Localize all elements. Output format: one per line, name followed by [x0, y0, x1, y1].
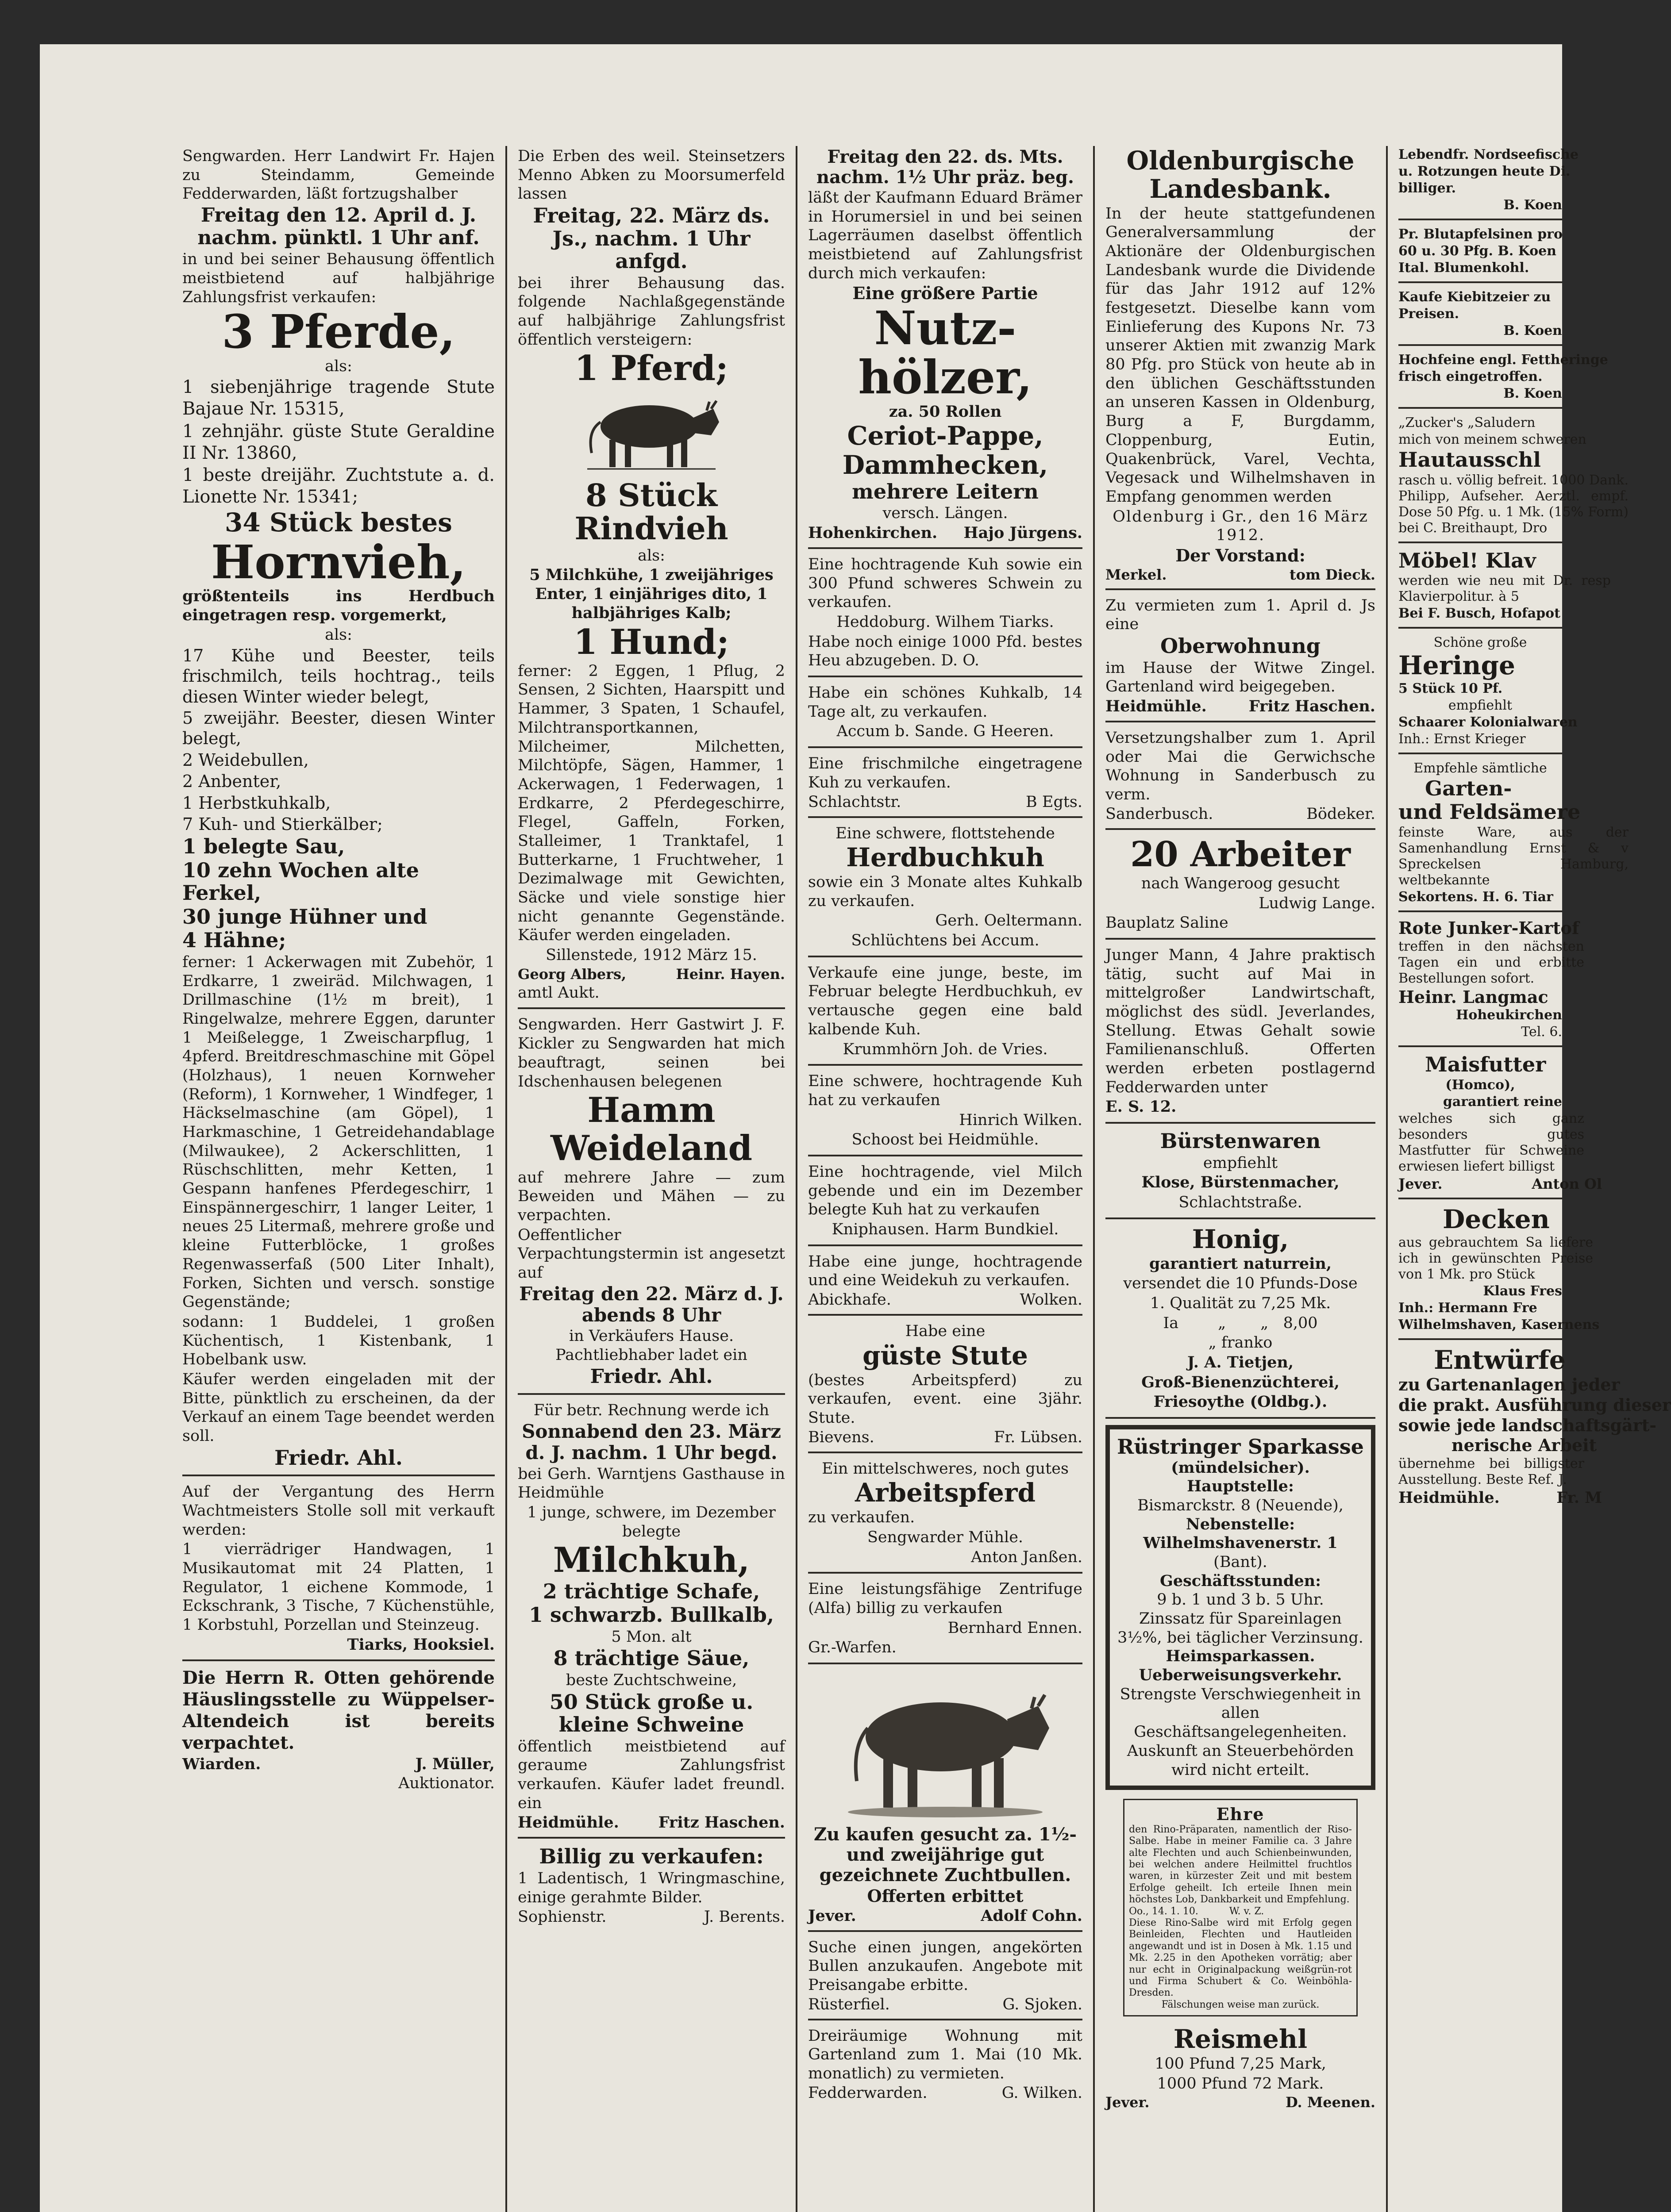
ad-address: (Bant).: [1213, 1553, 1267, 1571]
ad-headline: Herdbuchkuh: [846, 842, 1044, 873]
ad-body: Eine frischmilche eingetragene Kuh zu verkaufen.: [808, 755, 1082, 791]
ad-signature: J. A. Tietjen,: [1187, 1353, 1294, 1371]
ad-headline: Weideland: [550, 1128, 753, 1169]
ad-body: sodann: 1 Buddelei, 1 großen Küchentisch, 1 Kistenbank, 1 Hobelbank usw.: [182, 1313, 495, 1369]
ad-signature: J. Müller,: [415, 1755, 495, 1773]
ad-place-date: Sillenstede, 1912 März 15.: [546, 946, 757, 964]
ad-signature-place: Schlüchtens bei Accum.: [851, 932, 1040, 950]
ad-body: 1 vierrädriger Handwagen, 1 Musikautomat mit 24 Platten, 1 Regulator, 1 eichene Kommode, 1 Eckschrank, 3 Tische, 7 Küchenstühle, 1 Korbstuhl, Porzellan und Steinzeug.: [182, 1540, 495, 1634]
ad-label: Nebenstelle:: [1186, 1515, 1295, 1533]
ad-body: Diese Rino-Salbe wird mit Erfolg gegen Beinleiden, Flechten und Hautleiden angewandt und ist in Dosen à Mk. 1.15 und Mk. 2.25 in den Apotheken vorrätig; aber nur echt in Originalpackung weißgrün-rot und Firma Schubert & Co. Weinböhla-Dresden.: [1129, 1917, 1352, 1999]
ad-signature-place: Abickhafe.: [808, 1291, 891, 1309]
ad-otten-lease: [182, 1667, 495, 1798]
ad-signature-place: Rüsterfiel.: [808, 1995, 890, 2013]
ad-signature: Inh.: Hermann Fre: [1398, 1300, 1537, 1316]
ad-subline: Heimsparkassen.: [1166, 1647, 1315, 1666]
ad-body: Auskunft an Steuerbehörden wird nicht erteilt.: [1127, 1742, 1354, 1779]
ad-reismehl: [1105, 2025, 1375, 2116]
ad-signature: Hajo Jürgens.: [963, 523, 1082, 542]
ad-headline: und Feldsämere: [1398, 800, 1581, 824]
ad-body: aus gebrauchtem Sa liefere ich in gewünschten Preise von 1 Mk. pro Stück: [1398, 1234, 1593, 1282]
ad-signature-place: Heidmühle.: [1105, 697, 1207, 715]
ad-signature: G. Sjoken.: [1002, 1995, 1082, 2013]
ad-sjoken-bull: [808, 1938, 1082, 2020]
ad-headline: Decken: [1443, 1204, 1550, 1234]
ad-body: ferner: 2 Eggen, 1 Pflug, 2 Sensen, 2 Sichten, Haarspitt und Hammer, 3 Spaten, 1 Schaufel, Milchtransportkannen, Milcheimer, Milchetten, Milchtöpfe, Sägen, Hammer, 1 Ackerwagen, 1 Federwagen, 1 Erdkarre, 2 Pferdegeschirre, Flegel, Gaffeln, Forken, Stalleimer, 1 Tranktafel, 1 Butterkarne, 1 Fruchtweher, 1 Dezimalwage mit Gewichten, Säcke und viele sonstige hier nicht genannte Gegenstände. Käufer werden eingeladen.: [518, 662, 785, 945]
ad-signature: Fr. Lübsen.: [994, 1428, 1082, 1446]
ad-body: zu verkaufen.: [808, 1509, 915, 1527]
ad-janssen-horse: [808, 1459, 1082, 1574]
ad-line: Ital. Blumenkohl.: [1398, 260, 1529, 276]
ad-intro: Sengwarden. Herr Landwirt Fr. Hajen zu Steindamm, Gemeinde Fedderwarden, läßt fortzugshalber: [182, 147, 495, 203]
ad-signature: Georg Albers,: [518, 965, 627, 983]
ad-line: frisch eingetroffen.: [1398, 369, 1543, 384]
ad-body: auf mehrere Jahre — zum Beweiden und Mähen — zu verpachten.: [518, 1168, 785, 1225]
ad-subline: Eine größere Partie: [852, 283, 1038, 303]
ad-body: nach Wangeroog gesucht: [1141, 874, 1340, 892]
ad-headline: 1 Pferd;: [574, 348, 728, 389]
ad-headline: Arbeitspferd: [855, 1478, 1036, 1508]
ad-intro: Sengwarden. Herr Gastwirt J. F. Kickler zu Sengwarden hat mich beauftragt, seinen bei Idschenhausen belegenen: [518, 1016, 785, 1091]
ad-address: Wilhelmshavenerstr. 1: [1143, 1534, 1338, 1552]
ad-label: Geschäftsstunden:: [1159, 1571, 1321, 1590]
ad-buerstenwaren: [1105, 1130, 1375, 1219]
ad-price: Ia „ „ 8,00: [1163, 1314, 1318, 1332]
ad-headline: Ehre: [1216, 1804, 1265, 1824]
ad-hautausschlag: [1398, 415, 1629, 543]
ad-note: 5 Mon. alt: [611, 1628, 692, 1646]
ad-koen-herring: [1398, 352, 1608, 409]
cow-illustration: [578, 391, 724, 475]
ad-kickler-lease: [518, 1015, 785, 1395]
ad-signature: Inh.: Ernst Krieger: [1398, 731, 1526, 747]
ad-body: Verkaufe eine junge, beste, im Februar belegte Herdbuchkuh, ev vertausche gegen eine bald kalbende Kuh.: [808, 964, 1082, 1038]
ad-body: Habe eine junge, hochtragende und eine Weidekuh zu verkaufen.: [808, 1252, 1082, 1290]
ad-line: empfiehlt: [1448, 697, 1513, 713]
ad-signature: Hinrich Wilken.: [959, 1111, 1082, 1129]
ad-signature-place: Jever.: [1398, 1175, 1443, 1192]
ad-line: 60 u. 30 Pfg. B. Koen: [1398, 243, 1556, 259]
ad-wilken-flat: [808, 2027, 1082, 2107]
ad-signature: Bei F. Busch, Hofapot: [1398, 606, 1561, 622]
ad-headline: Oldenburgische Landesbank.: [1126, 146, 1355, 204]
ad-headline: güste Stute: [862, 1340, 1028, 1371]
ad-item: 1 zehnjähr. güste Stute Geraldine II Nr. 13860,: [182, 421, 495, 463]
ad-lead: bei Gerh. Warntjens Gasthause in Heidmühle: [518, 1465, 785, 1502]
ad-body: Oeffentlicher Verpachtungstermin ist angesetzt auf: [518, 1226, 785, 1282]
ad-headline: Hornvieh,: [211, 534, 466, 589]
ad-headline: 1 Hund;: [574, 622, 729, 662]
ad-als: als:: [325, 626, 352, 644]
ad-koen-eggs: [1398, 289, 1562, 346]
ad-date: Freitag, 22. März ds. Js., nachm. 1 Uhr anfgd.: [533, 204, 770, 273]
ad-body: Strengste Verschwiegenheit in allen Geschäftsangelegenheiten.: [1120, 1685, 1361, 1741]
column-3: [798, 146, 1092, 2212]
ad-note: Fälschungen weise man zurück.: [1161, 1999, 1320, 2010]
ad-bigline: 8 trächtige Säue,: [553, 1646, 750, 1671]
ad-signature-place: Jever.: [1105, 2094, 1150, 2111]
ad-signature-place: Wilhelmshaven, Kasernens: [1398, 1317, 1600, 1333]
ad-headline: Hamm: [587, 1090, 716, 1131]
ad-signature-place: Bievens.: [808, 1428, 874, 1446]
ad-signature: Anton Ol: [1532, 1175, 1602, 1192]
ad-junger-mann: [1105, 946, 1375, 1124]
ad-hajen-auction: [182, 147, 495, 1476]
ad-subline: garantiert naturrein,: [1149, 1254, 1332, 1273]
ad-signature-place: Sanderbusch.: [1105, 805, 1213, 823]
ad-signature: Merkel.: [1105, 566, 1167, 583]
ad-heeren-calf: [808, 684, 1082, 748]
ad-braemer-auction: [808, 147, 1082, 549]
ad-body: ferner: 1 Ackerwagen mit Zubehör, 1 Erdkarre, 1 zweiräd. Milchwagen, 1 Drillmaschine (1½ m breit), 1 Ringelwalze, mehrere Eggen, darunter 1 Meißelegge, 1 Zweischarpflug, 1 4pferd. Breitdreschmaschine mit Göpel (Holzhaus), 1 neuen Kornweher (Reform), 1 Kornweher, 1 Windfeger, 1 Häckselmaschine (am Göpel), 1 Harkmaschine, 1 Getreidehandablage (Milwaukee), 2 Ackerschlitten, 1 Rüschschlitten, mehr Ketten, 1 Gespann hanfenes Pferdegeschirr, 1 Einspännergeschirr, 1 langer Leiter, 1 neues 25 Litermaß, mehrere große und kleine Futterblöcke, 1 großes Regenwasserfaß (500 Liter Inhalt), Forken, Sichten und versch. sonstige Gegenstände;: [182, 953, 495, 1311]
ad-signature: D. Meenen.: [1285, 2094, 1375, 2111]
column-4: [1096, 146, 1385, 2212]
ad-signature: Friedr. Ahl.: [590, 1365, 713, 1388]
ad-abken-auction: [518, 147, 785, 1009]
ad-body: Junger Mann, 4 Jahre praktisch tätig, sucht auf Mai in mittelgroßer Landwirtschaft, möglichst des südl. Jeverlandes, Stellung. Etwas Gehalt sowie Familienanschluß. Offerten werden erbeten postlagernd Fedderwarden unter: [1105, 946, 1375, 1096]
ad-body: 1 Ladentisch, 1 Wringmaschine, einige gerahmte Bilder.: [518, 1870, 785, 1906]
ad-rino-salbe: [1123, 1799, 1358, 2016]
ad-signature: Kniphausen. Harm Bundkiel.: [832, 1221, 1059, 1239]
ad-body: öffentlich meistbietend auf geraume Zahlungsfrist verkaufen. Käufer ladet freundl. ein: [518, 1737, 785, 1812]
ad-subline: (Homco),: [1445, 1077, 1515, 1093]
ad-body: Auf der Vergantung des Herrn Wachtmeisters Stolle soll mit verkauft werden:: [182, 1483, 495, 1539]
ad-date: Freitag den 22. ds. Mts. nachm. 1½ Uhr präz. beg.: [816, 146, 1074, 188]
ad-lead: bei ihrer Behausung das. folgende Nachlaßgegenstände auf halbjährige Zahlungsfrist öffentlich versteigern:: [518, 274, 785, 349]
ad-signature-place: Heidmühle.: [1398, 1489, 1500, 1507]
ad-code: E. S. 12.: [1105, 1098, 1177, 1116]
ad-item: 1 siebenjährige tragende Stute Bajaue Nr. 15315,: [182, 377, 495, 419]
ad-koen-fish: [1398, 147, 1579, 220]
ad-body: Käufer werden eingeladen mit der Bitte, pünktlich zu erscheinen, da der Verkauf an einem Tage beendet werden soll.: [182, 1370, 495, 1445]
ad-item: 17 Kühe und Beester, teils frischmilch, teils hochtrag., teils diesen Winter wieder belegt,: [182, 646, 495, 707]
column-rule: [505, 146, 507, 2212]
ad-signature: Ludwig Lange.: [1259, 894, 1375, 912]
ad-item: 1 beste dreijähr. Zuchtstute a. d. Lionette Nr. 15341;: [182, 465, 495, 507]
ad-headline: 8 Stück Rindvieh: [574, 476, 728, 547]
ad-headline: Hautausschl: [1398, 448, 1541, 472]
ad-subline: empfiehlt: [1203, 1154, 1278, 1172]
ad-signature-place: Schlachtstr.: [808, 793, 901, 811]
ad-subline: Habe eine: [905, 1322, 986, 1340]
ad-body: Habe ein schönes Kuhkalb, 14 Tage alt, zu verkaufen.: [808, 684, 1082, 721]
ad-lead: läßt der Kaufmann Eduard Brämer in Horumersiel in und bei seinen Lagerräumen daselbst öffentlich meistbietend auf Zahlungsfrist durch mich verkaufen:: [808, 189, 1082, 282]
ad-headline: Rote Junker-Kartof: [1398, 918, 1579, 938]
ad-bigline: 1 belegte Sau,: [182, 834, 345, 859]
ad-honig: [1105, 1225, 1375, 1419]
ad-signature: Fritz Haschen.: [1248, 697, 1375, 715]
ad-signature: Sekortens. H. 6. Tiar: [1398, 889, 1553, 905]
ad-item: 2 Weidebullen,: [182, 750, 309, 770]
ad-wolken-cow: [808, 1252, 1082, 1316]
ad-signature: Bernhard Ennen.: [947, 1619, 1082, 1637]
ad-subline: Ueberweisungsverkehr.: [1139, 1666, 1342, 1685]
ad-item: 7 Kuh- und Stierkälber;: [182, 814, 383, 834]
ad-headline: Rüstringer Sparkasse: [1117, 1435, 1364, 1459]
ad-signature: Krummhörn Joh. de Vries.: [843, 1040, 1048, 1058]
ad-line: mich von meinem schweren: [1398, 432, 1586, 447]
ad-signature-place: Schoost bei Heidmühle.: [851, 1131, 1039, 1149]
ad-headline: Zu kaufen gesucht za. 1½- und zweijährige gut gezeichnete Zuchtbullen.: [813, 1824, 1077, 1886]
ad-item: 1 Herbstkuhkalb,: [182, 793, 331, 813]
ad-ennen-centrifuge: [808, 1580, 1082, 1664]
ad-body: in Verkäufers Hause. Pachtliebhaber ladet ein: [555, 1327, 747, 1364]
ad-signature-role: Auktionator.: [398, 1774, 495, 1792]
ad-label: Hauptstelle:: [1187, 1477, 1294, 1496]
ad-headline: Entwürfe: [1434, 1344, 1566, 1375]
ad-price: 100 Pfund 7,25 Mark,: [1155, 2055, 1326, 2073]
ad-headline: Heringe: [1398, 650, 1515, 681]
ad-signature-place: Hoheukirchen: [1455, 1007, 1562, 1023]
ad-signature: Schaarer Kolonialwaren: [1398, 714, 1578, 730]
ad-headline: Garten-: [1425, 776, 1512, 800]
ad-headline: Honig,: [1192, 1224, 1289, 1254]
ad-devries-cow: [808, 964, 1082, 1066]
column-rule: [1093, 146, 1095, 2212]
ad-body: Die Herrn R. Otten gehörende Häuslingsstelle zu Wüppelser-Altendeich ist bereits verpachtet.: [182, 1667, 495, 1753]
ad-signature-place: Jever.: [808, 1906, 856, 1925]
ad-line: Lebendfr. Nordseefische: [1398, 147, 1579, 162]
ad-body: feinste Ware, aus der Samenhandlung Ernst & v Spreckelsen Hamburg, weltbekannte: [1398, 824, 1629, 888]
ad-subline: Eine schwere, flottstehende: [836, 824, 1055, 842]
ad-body: den Rino-Präparaten, namentlich der Riso-Salbe. Habe in meiner Familie ca. 3 Jahre alte Flechten und auch Schienbeinwunden, bei welchen andere Heilmittel fruchtlos waren, in kürzester Zeit und mit bestem Erfolge geheilt. Ich erteile Ihnen mein höchstes Lob, Dankbarkeit und Empfehlung.: [1129, 1824, 1352, 1905]
ad-line: Preisen.: [1398, 306, 1459, 322]
ad-saemereien: [1398, 760, 1629, 912]
ad-subline: garantiert reine: [1443, 1094, 1562, 1110]
ad-kartoffeln: [1398, 918, 1584, 1047]
ad-price: 1. Qualität zu 7,25 Mk.: [1150, 1294, 1331, 1312]
ad-luebsen-mare: [808, 1322, 1082, 1453]
ad-subline: Der Vorstand:: [1175, 545, 1305, 565]
ad-signature: Bödeker.: [1306, 805, 1375, 823]
ad-sanderbusch-flat: [1105, 729, 1375, 830]
ad-line: 5 Stück 10 Pf.: [1398, 680, 1503, 696]
ad-subline: (mündelsicher).: [1171, 1458, 1310, 1477]
ad-headline: hölzer,: [858, 350, 1032, 405]
ad-line: Kaufe Kiebitzeier zu: [1398, 289, 1551, 305]
ad-signature: B. Koen: [1503, 386, 1562, 401]
ad-signature: Adolf Cohn.: [981, 1906, 1082, 1925]
ad-signature-place: Schlachtstraße.: [1178, 1194, 1302, 1212]
ad-price: 1000 Pfund 72 Mark.: [1157, 2074, 1324, 2093]
ad-date: Freitag den 22. März d. J. abends 8 Uhr: [519, 1283, 784, 1326]
ad-signature: Wolken.: [1020, 1291, 1082, 1309]
ad-wilken-cow: [808, 1072, 1082, 1156]
ad-headline: Oberwohnung: [1160, 634, 1321, 658]
ad-headline: Nutz-: [874, 301, 1016, 356]
ad-lead: in und bei seiner Behausung öffentlich meistbietend auf halbjährige Zahlungsfrist verkaufen:: [182, 250, 495, 306]
ad-body: Eine hochtragende, viel Milch gebende und ein im Dezember belegte Kuh hat zu verkaufen: [808, 1163, 1082, 1219]
ad-body: rasch u. völlig befreit. 1000 Dank. Philipp, Aufseher. Aerztl. empf. Dose 50 Pfg. u. 1 Mk. (15% Form) bei C. Breithaupt, Dro: [1398, 472, 1629, 536]
ad-signature-place: Friesoythe (Oldbg.).: [1153, 1393, 1328, 1411]
ad-place-date: Oldenburg i Gr., den 16 März 1912.: [1113, 507, 1368, 545]
ad-signature: B. Koen: [1503, 323, 1562, 338]
ad-headline: mehrere Leitern: [852, 479, 1039, 503]
ad-headline: Ceriot-Pappe,: [847, 421, 1043, 451]
ad-body: übernehme bei billigster Ausstellung. Beste Ref. J.: [1398, 1456, 1584, 1488]
ad-signature: B. Koen: [1503, 197, 1562, 213]
ad-signature: Fr. M: [1556, 1489, 1602, 1507]
ad-line: zu Gartenanlagen jeder: [1398, 1375, 1620, 1395]
ad-body: Suche einen jungen, angekörten Bullen anzukaufen. Angebote mit Preisangabe erbitte.: [808, 1938, 1082, 1994]
ad-bundkiel-cow: [808, 1163, 1082, 1246]
ad-signature: Anton Janßen.: [971, 1548, 1082, 1566]
ad-headline: Milchkuh,: [553, 1540, 750, 1581]
ad-signature: tom Dieck.: [1289, 566, 1375, 583]
ad-body: werden wie neu mit Dr. resp Klavierpolitur. à 5: [1398, 573, 1611, 605]
ad-body: Eine schwere, hochtragende Kuh hat zu verkaufen: [808, 1072, 1082, 1109]
ad-line: Pr. Blutapfelsinen pro: [1398, 227, 1563, 242]
ad-heringe: [1398, 635, 1578, 754]
ad-oeltermann-cow: [808, 824, 1082, 957]
ad-signature: Heinr. Langmac: [1398, 987, 1548, 1007]
ad-landesbank: [1105, 147, 1375, 590]
ad-subline: za. 50 Rollen: [889, 402, 1002, 421]
ad-als: als:: [325, 357, 352, 375]
ad-signature: Heddoburg. Wilhem Tiarks.: [836, 613, 1054, 631]
ad-line: „Zucker's „Saludern: [1398, 415, 1536, 430]
ad-body: In der heute stattgefundenen Generalversammlung der Aktionäre der Oldenburgischen Landesbank wurde die Dividende für das Jahr 1912 auf 12% festgesetzt. Dieselbe kann vom Einlieferung des Kupons Nr. 73 unserer Aktien mit zwanzig Mark 80 Pfg. pro Stück von heute ab in den üblichen Geschäftsstunden an unseren Kassen in Oldenburg, Burg a F, Burgdamm, Cloppenburg, Eutin, Quakenbrück, Varel, Vechta, Vegesack und Wilhelmshaven in Empfang genommen werden: [1105, 204, 1375, 506]
ad-signature: Groß-Bienenzüchterei,: [1141, 1373, 1340, 1391]
ad-signature: Klaus Fres: [1483, 1283, 1562, 1299]
ad-headline: 20 Arbeiter: [1130, 834, 1351, 875]
column-5: [1389, 146, 1671, 2212]
ad-signature-place: Hohenkirchen.: [808, 523, 938, 542]
ad-intro: Die Erben des weil. Steinsetzers Menno Abken zu Moorsumerfeld lassen: [518, 147, 785, 203]
ad-signature: B Egts.: [1026, 793, 1082, 811]
ad-entwuerfe: [1398, 1344, 1671, 1513]
ad-koen-oranges: [1398, 227, 1562, 283]
ad-signature: Fritz Haschen.: [658, 1813, 785, 1832]
column-1: [173, 146, 504, 2212]
ad-signature-place: Fedderwarden.: [808, 2084, 928, 2102]
ad-subline: 5 Milchkühe, 1 zweijähriges Enter, 1 einjähriges dito, 1 halbjähriges Kalb;: [529, 566, 774, 622]
ad-subline: Ein mittelschweres, noch gutes: [822, 1459, 1069, 1478]
ad-warntjen-auction: [518, 1401, 785, 1839]
ad-item: 2 Anbenter,: [182, 772, 281, 791]
ad-line: die prakt. Ausführung dieser: [1398, 1395, 1671, 1415]
ad-signature-place: Bauplatz Saline: [1105, 914, 1228, 932]
ad-signature-place: Gr.-Warfen.: [808, 1639, 897, 1657]
ad-headline: 34 Stück bestes: [225, 507, 452, 538]
ad-bigline: 4 Hähne;: [182, 928, 286, 952]
ad-signature-place: Sophienstr.: [518, 1908, 607, 1926]
ad-signature: Heinr. Hayen.: [676, 965, 785, 983]
ad-ruestringer-sparkasse: [1105, 1425, 1375, 1790]
ad-bigline: 1 schwarzb. Bullkalb,: [529, 1603, 774, 1627]
ad-subline: Empfehle sämtliche: [1413, 760, 1547, 776]
ad-bigline: 30 junge Hühner und: [182, 904, 427, 929]
ad-bigline: 10 zehn Wochen alte Ferkel,: [182, 858, 419, 905]
ad-stolle-auction: [182, 1482, 495, 1661]
ad-body: welches sich ganz besonders gutes Mastfutter für Schweine erwiesen liefert billigst: [1398, 1110, 1584, 1174]
column-2: [508, 146, 795, 2212]
ad-subline: 1 junge, schwere, im Dezember belegte: [527, 1504, 776, 1540]
ad-line: u. Rotzungen heute Di.: [1398, 164, 1571, 179]
ad-berents-sale: [518, 1845, 785, 1931]
newspaper-page: [40, 44, 1671, 2212]
ad-body: Zinssatz für Spareinlagen 3½%, bei täglicher Verzinsung.: [1117, 1610, 1363, 1647]
ad-body: Zu vermieten zum 1. April d. Js eine: [1105, 596, 1375, 634]
ad-subline: größtenteils ins Herdbuch eingetragen resp. vorgemerkt,: [182, 587, 495, 624]
ad-body: (bestes Arbeitspferd) zu verkaufen, event. eine 3jähr. Stute.: [808, 1371, 1082, 1427]
ad-body: Dreiräumige Wohnung mit Gartenland zum 1. Mai (10 Mk. monatlich) zu vermieten.: [808, 2027, 1082, 2083]
ad-maisfutter: [1398, 1052, 1602, 1199]
ad-body: sowie ein 3 Monate altes Kuhkalb zu verkaufen.: [808, 873, 1082, 910]
ad-signature: G. Wilken.: [1001, 2084, 1082, 2102]
ad-oberwohnung: [1105, 596, 1375, 722]
ad-subline: Schöne große: [1433, 635, 1527, 651]
ad-signature-role: amtl Aukt.: [518, 983, 600, 1002]
ad-line: Hochfeine engl. Fettheringe: [1398, 352, 1608, 368]
ad-signature: J. Berents.: [704, 1908, 785, 1926]
ad-note: beste Zuchtschweine,: [566, 1671, 737, 1689]
ad-signature: Friedr. Ahl.: [274, 1445, 403, 1470]
ad-hours: 9 b. 1 und 3 b. 5 Uhr.: [1157, 1591, 1324, 1609]
ad-line: nerische Arbeit: [1452, 1435, 1597, 1455]
ad-headline: Bürstenwaren: [1160, 1129, 1321, 1153]
ad-signature-place: Wiarden.: [182, 1755, 261, 1773]
ad-phone: Tel. 6.: [1521, 1024, 1562, 1040]
ad-date: Oo., 14. 1. 10. W. v. Z.: [1129, 1905, 1264, 1917]
column-rule: [1386, 146, 1388, 2212]
ad-moebel: [1398, 548, 1611, 629]
ad-arbeiter: [1105, 836, 1375, 940]
ad-cohn-bulls: [808, 1671, 1082, 1932]
ad-body: Versetzungshalber zum 1. April oder Mai die Gerwichsche Wohnung in Sanderbusch zu verm.: [1105, 729, 1375, 803]
ad-body: Eine leistungsfähige Zentrifuge (Alfa) billig zu verkaufen: [808, 1580, 1082, 1617]
ad-subline: Offerten erbittet: [867, 1886, 1024, 1906]
ad-headline: Reismehl: [1173, 2024, 1308, 2055]
ad-address: Bismarckstr. 8 (Neuende),: [1137, 1496, 1344, 1514]
column-rule: [796, 146, 797, 2212]
ad-signature-place: Heidmühle.: [518, 1813, 619, 1832]
ad-egts-cow: [808, 754, 1082, 818]
ad-note: versch. Längen.: [882, 504, 1008, 522]
ad-body: treffen in den nächsten Tagen ein und erbitte Bestellungen sofort.: [1398, 938, 1584, 986]
ad-decken: [1398, 1204, 1600, 1340]
ad-price: „ franko: [1208, 1334, 1273, 1352]
ad-signature: Accum b. Sande. G Heeren.: [836, 722, 1054, 741]
ad-date: Freitag den 12. April d. J. nachm. pünktl. 1 Uhr anf.: [197, 204, 480, 249]
ad-tiarks-cow: [808, 555, 1082, 677]
ad-headline: 3 Pferde,: [222, 304, 455, 359]
ad-body: Habe noch einige 1000 Pfd. bestes Heu abzugeben. D. O.: [808, 633, 1082, 670]
ad-date: Sonnabend den 23. März d. J. nachm. 1 Uhr begd.: [522, 1421, 781, 1464]
bull-illustration: [830, 1671, 1060, 1821]
ad-line: sowie jede landschaftsgärt-: [1398, 1415, 1657, 1435]
ad-bigline: 2 trächtige Schafe,: [543, 1579, 760, 1603]
ad-signature-place: Sengwarder Mühle.: [867, 1528, 1024, 1546]
ad-body: im Hause der Witwe Zingel. Gartenland wird beigegeben.: [1105, 659, 1375, 696]
ad-signature: Klose, Bürstenmacher,: [1141, 1173, 1340, 1192]
ad-item: 5 zweijähr. Beester, diesen Winter belegt,: [182, 708, 495, 749]
ad-headline: Dammhecken,: [842, 449, 1048, 480]
ad-intro: Für betr. Rechnung werde ich: [533, 1402, 770, 1420]
ad-signature: Tiarks, Hooksiel.: [347, 1635, 495, 1654]
ad-headline: Billig zu verkaufen:: [539, 1844, 764, 1869]
ad-body: versendet die 10 Pfunds-Dose: [1123, 1275, 1358, 1293]
ad-als: als:: [638, 546, 665, 565]
ad-bigline: 50 Stück große u. kleine Schweine: [549, 1690, 754, 1737]
ad-headline: Möbel! Klav: [1398, 548, 1536, 572]
ad-signature: Gerh. Oeltermann.: [935, 912, 1082, 930]
ad-body: Eine hochtragende Kuh sowie ein 300 Pfund schweres Schwein zu verkaufen.: [808, 555, 1082, 611]
ad-headline: Maisfutter: [1425, 1052, 1546, 1077]
ad-line: billiger.: [1398, 180, 1456, 196]
